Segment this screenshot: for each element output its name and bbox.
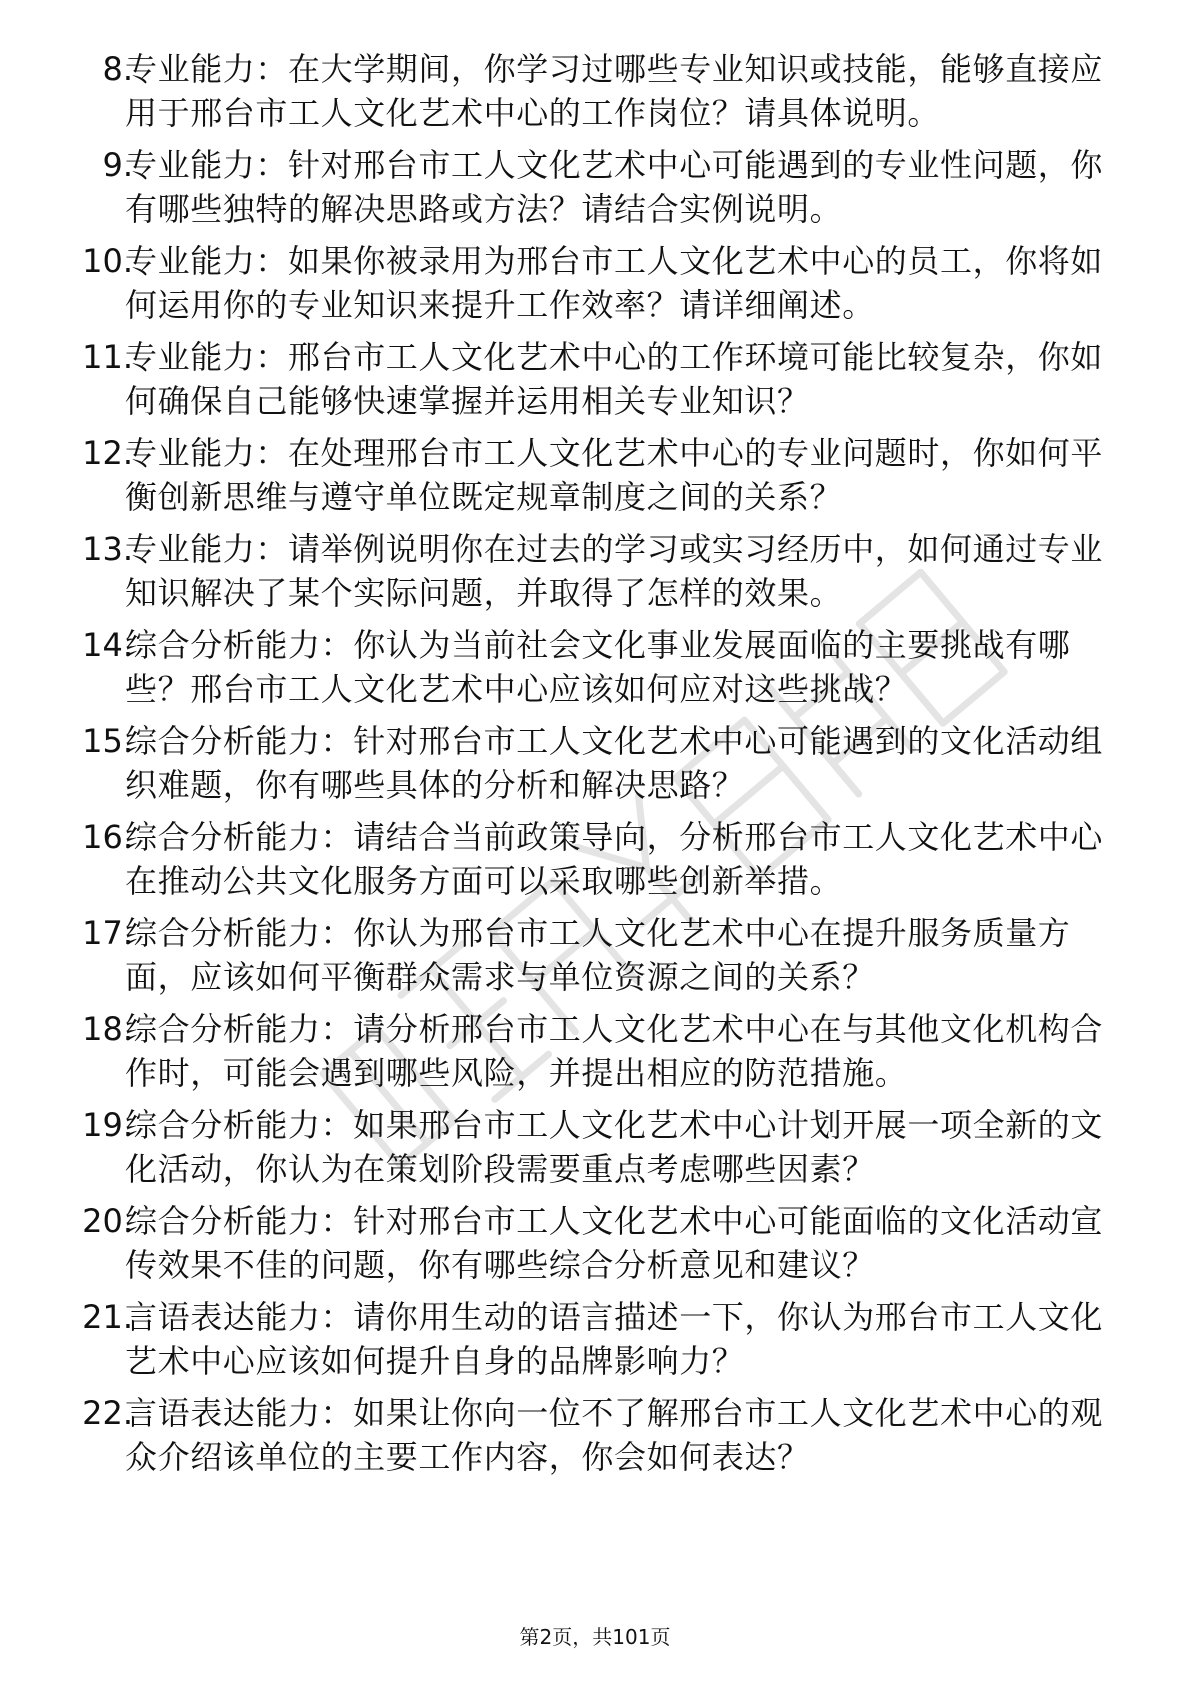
question-text: 专业能力：如果你被录用为邢台市工人文化艺术中心的员工，你将如何运用你的专业知识来提升工作效率？请详细阐述。 (125, 242, 1104, 324)
question-text: 综合分析能力：请结合当前政策导向，分析邢台市工人文化艺术中心在推动公共文化服务方面可以采取哪些创新举措。 (125, 818, 1104, 900)
question-text: 专业能力：请举例说明你在过去的学习或实习经历中，如何通过专业知识解决了某个实际问题，并取得了怎样的效果。 (125, 530, 1104, 612)
question-text: 综合分析能力：请分析邢台市工人文化艺术中心在与其他文化机构合作时，可能会遇到哪些风险，并提出相应的防范措施。 (125, 1010, 1104, 1092)
question-text: 言语表达能力：请你用生动的语言描述一下，你认为邢台市工人文化艺术中心应该如何提升自身的品牌影响力？ (125, 1298, 1104, 1380)
question-item (0, 335, 1190, 431)
question-number: 13. (82, 530, 133, 568)
question-number: 15. (82, 722, 133, 760)
question-text: 言语表达能力：如果让你向一位不了解邢台市工人文化艺术中心的观众介绍该单位的主要工作内容，你会如何表达？ (125, 1394, 1104, 1476)
question-text: 综合分析能力：你认为当前社会文化事业发展面临的主要挑战有哪些？邢台市工人文化艺术中心应该如何应对这些挑战？ (125, 626, 1071, 708)
question-number: 9. (102, 146, 133, 184)
question-item (0, 1007, 1190, 1103)
question-text: 专业能力：在处理邢台市工人文化艺术中心的专业问题时，你如何平衡创新思维与遵守单位既定规章制度之间的关系？ (125, 434, 1104, 516)
question-item (0, 527, 1190, 623)
question-item (0, 1295, 1190, 1391)
question-text: 综合分析能力：你认为邢台市工人文化艺术中心在提升服务质量方面，应该如何平衡群众需求与单位资源之间的关系？ (125, 914, 1071, 996)
question-item (0, 911, 1190, 1007)
question-number: 11. (82, 338, 133, 376)
question-item (0, 431, 1190, 527)
question-number: 8. (102, 50, 133, 88)
question-text: 专业能力：针对邢台市工人文化艺术中心可能遇到的专业性问题，你有哪些独特的解决思路或方法？请结合实例说明。 (125, 146, 1104, 228)
question-item (0, 719, 1190, 815)
question-item (0, 143, 1190, 239)
question-item (0, 1391, 1190, 1487)
question-text: 专业能力：在大学期间，你学习过哪些专业知识或技能，能够直接应用于邢台市工人文化艺术中心的工作岗位？请具体说明。 (125, 50, 1104, 132)
question-item (0, 1103, 1190, 1199)
page-number: 第2页，共101页 (519, 1625, 671, 1649)
question-item (0, 239, 1190, 335)
question-text: 综合分析能力：针对邢台市工人文化艺术中心可能遇到的文化活动组织难题，你有哪些具体的分析和解决思路？ (125, 722, 1104, 804)
question-number: 17. (82, 914, 133, 952)
question-item (0, 815, 1190, 911)
question-number: 10. (82, 242, 133, 280)
question-number: 18. (82, 1010, 133, 1048)
question-number: 12. (82, 434, 133, 472)
question-item (0, 623, 1190, 719)
question-item (0, 1199, 1190, 1295)
question-number: 20. (82, 1202, 133, 1240)
question-list (0, 47, 1190, 1487)
question-text: 专业能力：邢台市工人文化艺术中心的工作环境可能比较复杂，你如何确保自己能够快速掌握并运用相关专业知识？ (125, 338, 1104, 420)
question-number: 14. (82, 626, 133, 664)
question-text: 综合分析能力：如果邢台市工人文化艺术中心计划开展一项全新的文化活动，你认为在策划阶段需要重点考虑哪些因素？ (125, 1106, 1104, 1188)
question-number: 19. (82, 1106, 133, 1144)
question-number: 21. (82, 1298, 133, 1336)
question-number: 16. (82, 818, 133, 856)
question-text: 综合分析能力：针对邢台市工人文化艺术中心可能面临的文化活动宣传效果不佳的问题，你有哪些综合分析意见和建议？ (125, 1202, 1104, 1284)
question-number: 22. (82, 1394, 133, 1432)
question-item (0, 47, 1190, 143)
